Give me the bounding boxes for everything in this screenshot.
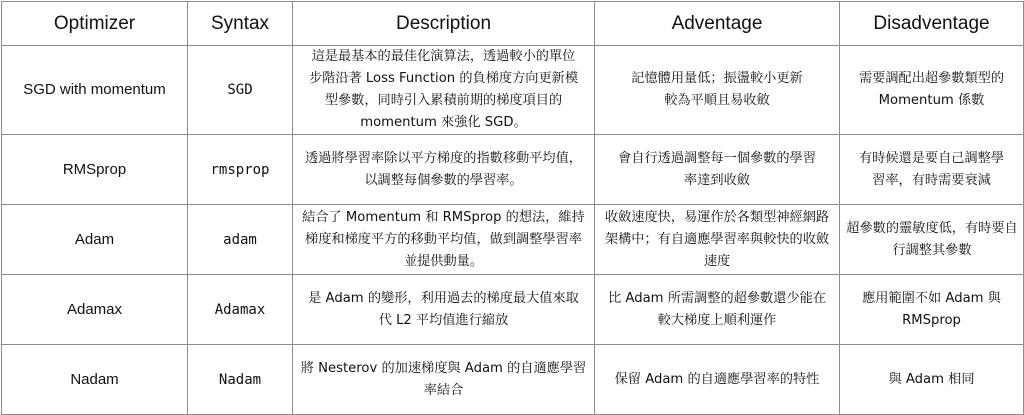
table-header <box>2 2 1024 46</box>
header-syntax: Syntax <box>188 2 293 46</box>
table-row-sgd <box>2 46 1024 135</box>
table-row-rmsprop <box>2 135 1024 205</box>
disadvantage-text: 與 Adam 相同 <box>888 371 975 387</box>
cell-disadvantage <box>840 205 1024 275</box>
cell-syntax: Adamax <box>188 275 293 345</box>
disadvantage-text: 超參數的靈敏度低，有時要自行調整其參數 <box>846 220 1018 258</box>
cell-disadvantage <box>840 46 1024 135</box>
advantage-text: 會自行透過調整每一個參數的學習率達到收斂 <box>618 150 816 188</box>
cell-optimizer: RMSprop <box>2 135 188 205</box>
header-optimizer: Optimizer <box>2 2 188 46</box>
cell-disadvantage <box>840 275 1024 345</box>
advantage-text: 收斂速度快，易運作於各類型神經網路架構中；有自適應學習率與較快的收斂速度 <box>604 209 830 269</box>
disadvantage-text: 應用範圍不如 Adam 與 RMSprop <box>862 290 1001 328</box>
header-description: Description <box>293 2 595 46</box>
table-row-adamax <box>2 275 1024 345</box>
cell-disadvantage <box>840 345 1024 415</box>
cell-description <box>293 345 595 415</box>
table-body <box>2 46 1024 415</box>
cell-optimizer: SGD with momentum <box>2 46 188 135</box>
cell-advantage <box>595 135 840 205</box>
cell-syntax: rmsprop <box>188 135 293 205</box>
cell-disadvantage <box>840 135 1024 205</box>
disadvantage-text: 有時候還是要自己調整學習率，有時需要衰減 <box>858 150 1005 188</box>
description-text: 結合了 Momentum 和 RMSprop 的想法，維持梯度和梯度平方的移動平均值，做到調整學習率並提供動量。 <box>302 209 585 269</box>
advantage-text: 記憶體用量低；振盪較小更新較為平順且易收斂 <box>631 71 803 108</box>
cell-description <box>293 205 595 275</box>
cell-advantage <box>595 205 840 275</box>
header-advantage: Adventage <box>595 2 840 46</box>
cell-description <box>293 275 595 345</box>
cell-advantage <box>595 275 840 345</box>
cell-description <box>293 135 595 205</box>
header-disadvantage: Disadventage <box>840 2 1024 46</box>
cell-syntax: Nadam <box>188 345 293 415</box>
optimizer-comparison-table <box>1 1 1024 415</box>
description-text: 將 Nesterov 的加速梯度與 Adam 的自適應學習率結合 <box>300 360 587 398</box>
cell-syntax: SGD <box>188 46 293 135</box>
cell-advantage <box>595 46 840 135</box>
table-row-nadam <box>2 345 1024 415</box>
cell-advantage <box>595 345 840 415</box>
description-text: 這是最基本的最佳化演算法，透過較小的單位步階沿著 Loss Function 的負梯度方向更新模型參數，同時引入累積前期的梯度項目的 momentum 來強化 SGD。 <box>308 49 579 130</box>
description-text: 是 Adam 的變形，利用過去的梯度最大值來取代 L2 平均值進行縮放 <box>308 290 579 328</box>
description-text: 透過將學習率除以平方梯度的指數移動平均值，以調整每個參數的學習率。 <box>305 150 582 188</box>
cell-syntax: adam <box>188 205 293 275</box>
table-row-adam <box>2 205 1024 275</box>
disadvantage-text: 需要調配出超參數類型的 Momentum 係數 <box>858 71 1005 108</box>
cell-optimizer: Adam <box>2 205 188 275</box>
header-row <box>2 2 1024 46</box>
advantage-text: 比 Adam 所需調整的超參數還少能在較大梯度上順利運作 <box>608 290 826 328</box>
cell-optimizer: Adamax <box>2 275 188 345</box>
cell-optimizer: Nadam <box>2 345 188 415</box>
advantage-text: 保留 Adam 的自適應學習率的特性 <box>614 371 820 387</box>
cell-description <box>293 46 595 135</box>
